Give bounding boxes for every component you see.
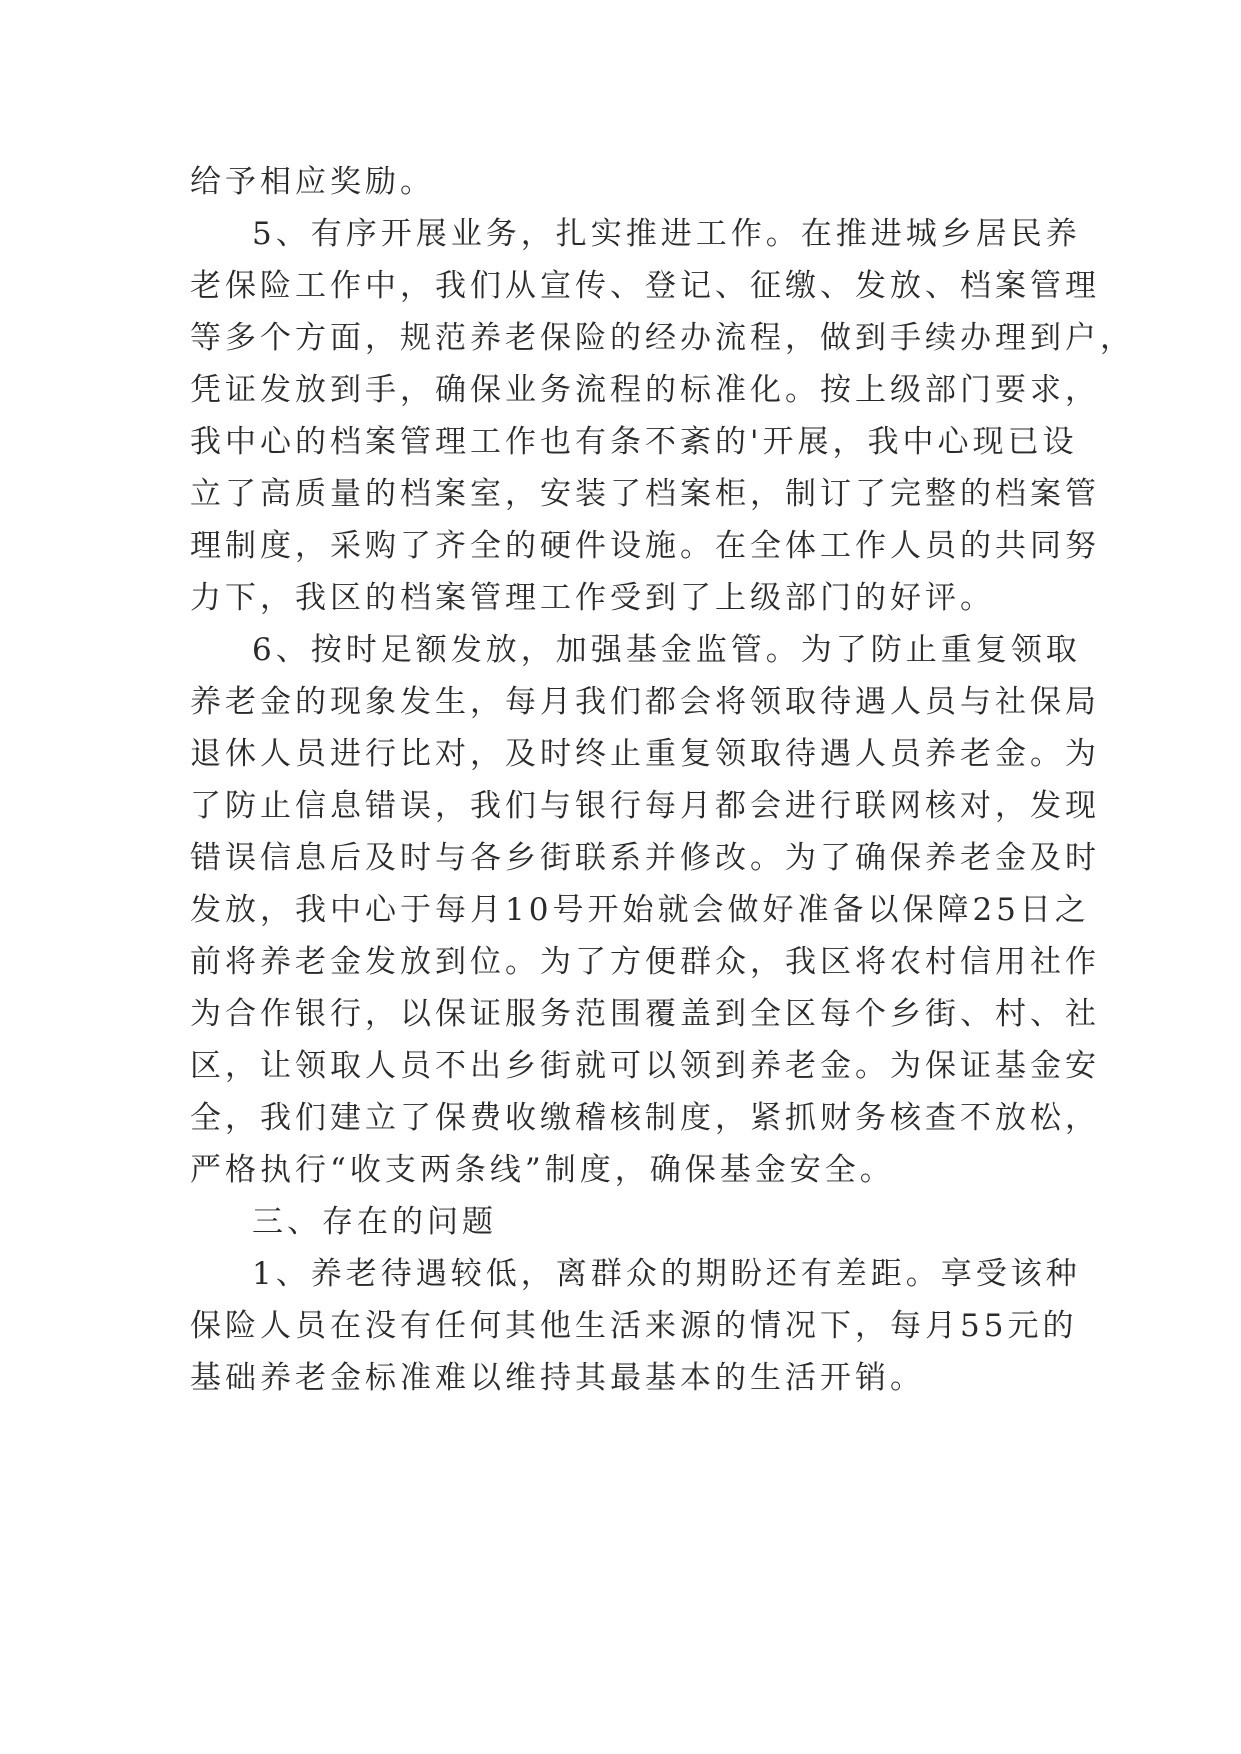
text-line: 凭证发放到手，确保业务流程的标准化。按上级部门要求，	[190, 372, 1100, 408]
section-heading: 三、存在的问题	[252, 1204, 497, 1240]
text-line: 退休人员进行比对，及时终止重复领取待遇人员养老金。为	[190, 736, 1100, 772]
text-line: 发放，我中心于每月10号开始就会做好准备以保障25日之	[190, 892, 1090, 928]
text-line: 保险人员在没有任何其他生活来源的情况下，每月55元的	[190, 1308, 1078, 1344]
text-line: 1、养老待遇较低，离群众的期盼还有差距。享受该种	[252, 1256, 1081, 1292]
text-line: 5、有序开展业务，扎实推进工作。在推进城乡居民养	[252, 216, 1081, 252]
text-line: 严格执行“收支两条线”制度，确保基金安全。	[190, 1152, 895, 1188]
text-line: 错误信息后及时与各乡街联系并修改。为了确保养老金及时	[190, 840, 1100, 876]
text-line: 了防止信息错误，我们与银行每月都会进行联网核对，发现	[190, 788, 1100, 824]
text-line: 我中心的档案管理工作也有条不紊的'开展，我中心现已设	[190, 424, 1078, 460]
text-line: 为合作银行，以保证服务范围覆盖到全区每个乡街、村、社	[190, 996, 1100, 1032]
text-line: 全，我们建立了保费收缴稽核制度，紧抓财务核查不放松，	[190, 1100, 1100, 1136]
text-line: 养老金的现象发生，每月我们都会将领取待遇人员与社保局	[190, 684, 1100, 720]
text-line: 前将养老金发放到位。为了方便群众，我区将农村信用社作	[190, 944, 1100, 980]
text-line: 力下，我区的档案管理工作受到了上级部门的好评。	[190, 580, 995, 616]
text-line: 立了高质量的档案室，安装了档案柜，制订了完整的档案管	[190, 476, 1100, 512]
text-line: 老保险工作中，我们从宣传、登记、征缴、发放、档案管理	[190, 268, 1100, 304]
text-line: 6、按时足额发放，加强基金监管。为了防止重复领取	[252, 632, 1081, 668]
text-line: 基础养老金标准难以维持其最基本的生活开销。	[190, 1360, 925, 1396]
text-line: 等多个方面，规范养老保险的经办流程，做到手续办理到户，	[190, 320, 1135, 356]
text-line: 给予相应奖励。	[190, 164, 435, 200]
text-line: 理制度，采购了齐全的硬件设施。在全体工作人员的共同努	[190, 528, 1100, 564]
document-body	[190, 156, 1135, 1404]
text-line: 区，让领取人员不出乡街就可以领到养老金。为保证基金安	[190, 1048, 1100, 1084]
